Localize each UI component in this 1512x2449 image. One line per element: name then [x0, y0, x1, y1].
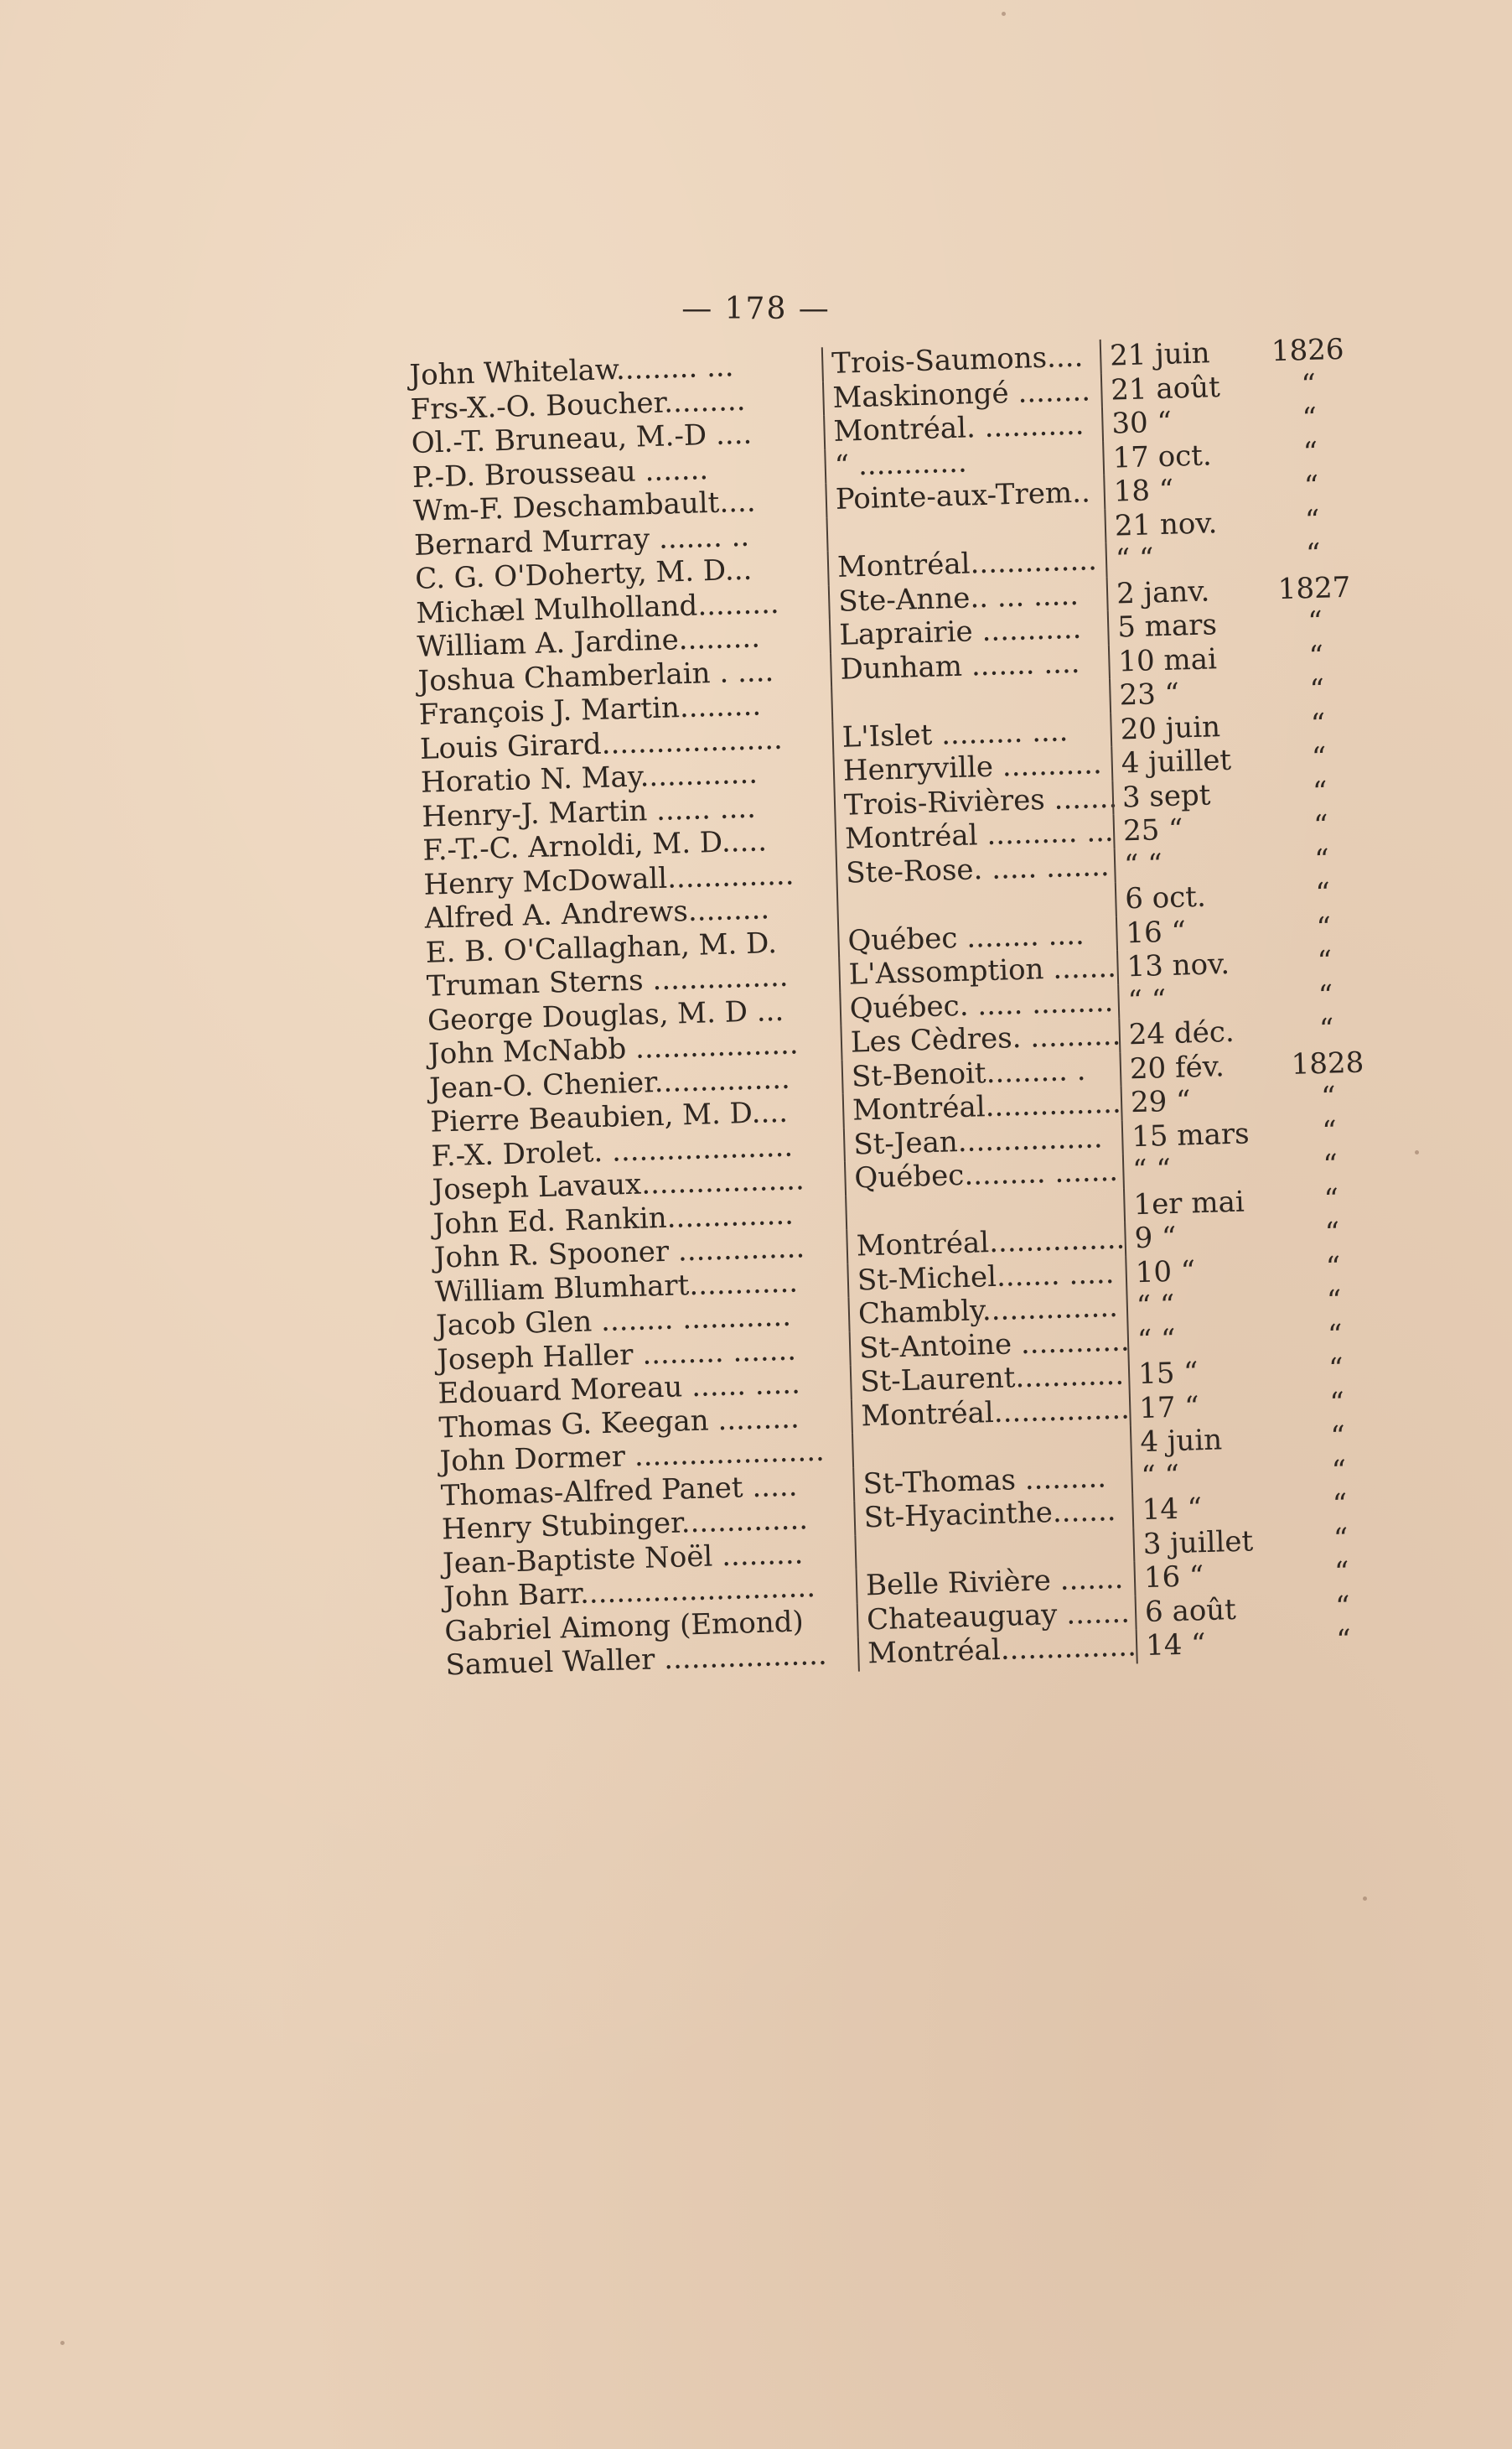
- year-cell-text: “: [1330, 1419, 1346, 1454]
- year-cell: [1302, 1589, 1383, 1625]
- date-cell-text: 10 mai: [1117, 641, 1218, 678]
- person-name-text: E. B. O'Callaghan, M. D.: [425, 926, 778, 970]
- date-cell-text: 4 juillet: [1121, 743, 1232, 781]
- date-cell-text: 16 “: [1143, 1559, 1204, 1595]
- year-cell-text: “: [1312, 775, 1328, 809]
- date-cell-text: 20 juin: [1120, 709, 1221, 746]
- date-cell-text: 29 “: [1130, 1084, 1192, 1120]
- place-name-text: St-Antoine ............: [858, 1323, 1131, 1365]
- date-cell-text: 3 juillet: [1142, 1523, 1254, 1561]
- date-cell: [1116, 912, 1284, 951]
- year-cell: [1297, 1419, 1379, 1455]
- year-cell-text: “: [1333, 1555, 1350, 1590]
- year-cell-text: “: [1311, 740, 1327, 776]
- place-name-text: Les Cèdres. ..........: [850, 1018, 1121, 1060]
- date-cell: [1106, 573, 1275, 611]
- year-cell: [1303, 1622, 1385, 1658]
- date-cell: [1107, 606, 1276, 645]
- date-cell-text: 4 juin: [1139, 1423, 1223, 1460]
- person-name-text: Jean-Baptiste Noël .........: [442, 1536, 804, 1580]
- year-cell: [1284, 943, 1365, 979]
- date-cell-text: 21 nov.: [1114, 506, 1218, 543]
- date-cell-text: 16 “: [1125, 914, 1187, 950]
- place-name-text: Montréal...............: [856, 1222, 1126, 1263]
- year-cell: [1286, 1011, 1367, 1047]
- year-cell-text: “: [1313, 808, 1329, 843]
- date-cell-text: “ “: [1127, 983, 1167, 1018]
- date-cell: [1121, 1082, 1289, 1120]
- year-cell: [1287, 1045, 1368, 1082]
- person-name-text: Joseph Lavaux..................: [432, 1163, 805, 1207]
- date-cell: [1111, 776, 1280, 815]
- date-cell: [1130, 1421, 1298, 1460]
- year-cell-text: 1827: [1277, 570, 1351, 606]
- person-name-text: P.-D. Brousseau .......: [412, 452, 709, 495]
- person-name-text: Bernard Murray ....... ..: [413, 519, 750, 563]
- year-cell-text: “: [1302, 435, 1318, 470]
- date-cell: [1108, 641, 1276, 679]
- date-cell-text: “ “: [1123, 847, 1163, 882]
- paper-speck: [1002, 12, 1006, 16]
- person-name-text: Gabriel Aimong (Emond): [443, 1604, 805, 1648]
- year-cell-text: “: [1323, 1148, 1339, 1182]
- place-name-text: Montréal...............: [860, 1391, 1131, 1433]
- person-name-text: George Douglas, M. D ...: [427, 994, 784, 1038]
- year-cell: [1290, 1147, 1371, 1183]
- page-number: — 178 —: [681, 292, 831, 326]
- date-cell-text: 23 “: [1118, 677, 1180, 713]
- date-cell: [1103, 470, 1271, 509]
- date-cell-text: 21 août: [1110, 370, 1221, 407]
- year-cell: [1285, 978, 1366, 1014]
- person-name-text: Edouard Moreau ...... .....: [437, 1367, 801, 1411]
- year-cell-text: “: [1309, 672, 1325, 708]
- year-cell: [1278, 740, 1359, 776]
- year-cell-text: “: [1318, 1012, 1334, 1046]
- place-name-text: “ ............: [834, 444, 968, 483]
- paper-speck: [60, 2341, 65, 2345]
- year-cell: [1297, 1385, 1378, 1421]
- place-name-text: Québec......... .......: [853, 1154, 1119, 1196]
- place-name-text: Montréal...............: [867, 1629, 1137, 1671]
- date-cell: [1126, 1319, 1295, 1357]
- place-name: [857, 1629, 1137, 1671]
- date-cell: [1101, 402, 1270, 441]
- date-cell: [1131, 1455, 1299, 1493]
- place-name-text: Québec ........ ....: [847, 917, 1085, 958]
- date-cell: [1111, 742, 1279, 781]
- person-name-text: Henry McDowall..............: [422, 857, 795, 902]
- year-cell-text: 1826: [1271, 332, 1344, 369]
- date-cell-text: 6 oct.: [1124, 879, 1207, 916]
- place-name-text: Laprairie ...........: [838, 611, 1082, 652]
- year-cell-text: “: [1328, 1385, 1345, 1420]
- date-cell: [1102, 437, 1271, 475]
- date-cell-text: “ “: [1140, 1458, 1180, 1493]
- person-name-text: Ol.-T. Bruneau, M.-D ....: [411, 417, 753, 460]
- year-cell: [1292, 1249, 1374, 1285]
- place-name-text: Dunham ....... ....: [839, 646, 1080, 687]
- date-cell: [1109, 674, 1277, 713]
- place-name-text: Montréal .......... ...: [844, 814, 1115, 856]
- year-cell-text: “: [1326, 1284, 1343, 1318]
- place-name-text: Québec. ..... .........: [849, 984, 1114, 1026]
- place-name-text: Montréal..............: [836, 543, 1098, 584]
- person-name-text: William A. Jardine.........: [417, 620, 761, 664]
- person-name-text: Joshua Chamberlain . ....: [417, 654, 774, 698]
- year-cell-text: “: [1332, 1487, 1348, 1522]
- year-cell-text: “: [1317, 944, 1333, 979]
- person-name-text: C. G. O'Doherty, M. D...: [414, 553, 753, 596]
- place-name-text: Chateauguay .......: [866, 1595, 1131, 1637]
- date-cell-text: 2 janv.: [1116, 573, 1210, 611]
- date-cell: [1105, 538, 1273, 577]
- year-cell-text: “: [1302, 401, 1318, 436]
- year-cell: [1271, 469, 1352, 505]
- year-cell-text: “: [1335, 1623, 1352, 1658]
- year-cell: [1277, 706, 1359, 742]
- date-cell-text: 1er mai: [1132, 1185, 1245, 1222]
- date-cell-text: 18 “: [1113, 473, 1174, 509]
- year-cell: [1270, 434, 1351, 470]
- place-name-text: Montréal. ...........: [833, 407, 1085, 449]
- date-cell-text: 10 “: [1135, 1253, 1196, 1289]
- year-cell-text: “: [1334, 1589, 1351, 1624]
- date-cell-text: 14 “: [1142, 1492, 1203, 1528]
- year-cell-text: “: [1318, 978, 1333, 1013]
- year-cell: [1282, 875, 1364, 911]
- year-cell-text: “: [1310, 707, 1326, 741]
- year-cell-text: “: [1324, 1216, 1340, 1250]
- place-name-text: St-Hyacinthe.......: [863, 1493, 1116, 1535]
- place-name-text: St-Jean................: [852, 1120, 1104, 1162]
- person-name-text: Jacob Glen ........ ............: [435, 1299, 792, 1343]
- place-name-text: Trois-Rivières .......: [843, 781, 1118, 822]
- person-name-text: F.-X. Drolet. ....................: [431, 1129, 794, 1174]
- year-cell-text: “: [1314, 876, 1331, 911]
- person-name-text: Truman Sterns ...............: [426, 959, 789, 1004]
- year-cell-text: “: [1304, 503, 1321, 537]
- year-cell: [1267, 333, 1349, 369]
- person-name-text: Michæl Mulholland.........: [415, 586, 780, 630]
- place-name-text: L'Islet ......... ....: [841, 713, 1069, 755]
- year-cell-text: “: [1327, 1317, 1344, 1352]
- date-cell: [1115, 878, 1283, 916]
- date-cell: [1114, 844, 1282, 883]
- person-name-text: John McNabb ..................: [427, 1027, 800, 1071]
- date-cell: [1131, 1489, 1300, 1528]
- year-cell-text: “: [1328, 1352, 1344, 1386]
- person-name-text: F.-T.-C. Arnoldi, M. D.....: [422, 824, 768, 868]
- year-cell: [1292, 1215, 1373, 1251]
- date-cell: [1125, 1251, 1293, 1289]
- date-cell-text: 15 mars: [1131, 1116, 1251, 1154]
- year-cell: [1282, 842, 1363, 878]
- date-cell: [1110, 708, 1278, 747]
- place-name-text: St-Michel....... .....: [857, 1256, 1115, 1297]
- person-name-text: John Ed. Rankin..............: [432, 1197, 795, 1242]
- date-cell-text: 3 sept: [1121, 778, 1211, 814]
- date-cell: [1113, 810, 1282, 848]
- person-name-text: John Dormer .....................: [439, 1434, 826, 1479]
- place-name-text: Belle Rivière .......: [865, 1561, 1124, 1603]
- year-cell: [1291, 1181, 1372, 1217]
- place-name-text: Trois-Saumons....: [831, 340, 1084, 381]
- person-name-text: Jean-O. Chenier...............: [428, 1061, 791, 1106]
- date-cell-text: 9 “: [1134, 1220, 1178, 1256]
- person-name-text: John Whitelaw......... ...: [409, 350, 734, 392]
- date-cell: [1121, 1116, 1290, 1154]
- place-name-text: Maskinongé ........: [831, 373, 1091, 415]
- person-name-text: Wm-F. Deschambault....: [412, 485, 757, 528]
- year-cell-text: “: [1325, 1249, 1341, 1284]
- date-cell-text: 5 mars: [1116, 608, 1218, 645]
- date-cell: [1123, 1184, 1292, 1222]
- year-cell: [1268, 366, 1349, 402]
- place-name-text: Henryville ...........: [842, 747, 1103, 788]
- person-name-text: Frs-X.-O. Boucher.........: [410, 383, 746, 427]
- year-cell: [1287, 1079, 1369, 1115]
- year-cell-text: “: [1320, 1080, 1337, 1114]
- date-cell: [1117, 980, 1286, 1019]
- year-cell: [1274, 570, 1355, 606]
- place-name-text: L'Assomption .......: [848, 950, 1117, 992]
- date-cell-text: 30 “: [1111, 405, 1173, 441]
- place-name-text: St-Laurent............: [859, 1357, 1125, 1399]
- place-name-text: Ste-Rose. ..... .......: [845, 848, 1111, 890]
- year-cell: [1296, 1351, 1377, 1387]
- date-cell: [1135, 1590, 1303, 1629]
- year-cell-text: 1828: [1291, 1045, 1364, 1082]
- year-cell-text: “: [1301, 367, 1317, 402]
- year-cell: [1279, 774, 1360, 810]
- place-name-text: Ste-Anne.. ... .....: [837, 578, 1080, 619]
- year-cell-text: “: [1313, 843, 1330, 877]
- person-name-text: Henry Stubinger..............: [441, 1502, 809, 1547]
- date-cell-text: 13 nov.: [1126, 947, 1230, 984]
- year-cell: [1275, 604, 1356, 641]
- year-cell: [1269, 401, 1350, 437]
- year-cell-text: “: [1303, 469, 1319, 504]
- date-cell: [1136, 1625, 1304, 1663]
- person-name-text: Joseph Haller ......... .......: [436, 1333, 797, 1378]
- year-cell-text: “: [1308, 639, 1324, 673]
- place-name-text: St-Thomas .........: [862, 1460, 1107, 1501]
- date-cell-text: “ “: [1131, 1153, 1172, 1188]
- year-cell: [1293, 1283, 1375, 1319]
- year-cell: [1271, 502, 1353, 538]
- year-cell: [1276, 638, 1357, 674]
- date-cell-text: 17 oct.: [1112, 438, 1213, 475]
- year-cell: [1294, 1317, 1375, 1353]
- year-cell: [1276, 672, 1358, 708]
- person-name-text: Pierre Beaubien, M. D....: [429, 1095, 789, 1139]
- date-cell-text: “ “: [1115, 542, 1155, 577]
- person-name-text: Samuel Waller ..................: [444, 1637, 828, 1683]
- person-name-text: Thomas G. Keegan .........: [438, 1401, 800, 1445]
- person-name-text: Louis Girard....................: [419, 722, 784, 766]
- year-cell: [1298, 1453, 1380, 1489]
- year-cell: [1301, 1554, 1382, 1590]
- date-cell: [1104, 505, 1272, 543]
- year-cell: [1280, 808, 1361, 844]
- date-cell-text: “ “: [1136, 1288, 1176, 1324]
- year-cell-text: “: [1305, 537, 1322, 572]
- person-name-text: Alfred A. Andrews.........: [424, 892, 770, 936]
- person-name-text: John R. Spooner ..............: [433, 1231, 805, 1275]
- date-cell-text: 17 “: [1138, 1389, 1200, 1425]
- date-cell-text: “ “: [1137, 1322, 1177, 1357]
- date-cell-text: 6 août: [1144, 1592, 1237, 1629]
- date-cell: [1116, 946, 1285, 984]
- paper-speck: [1363, 1896, 1367, 1901]
- date-cell: [1133, 1557, 1302, 1595]
- date-cell: [1122, 1149, 1291, 1188]
- date-cell-text: 25 “: [1122, 812, 1184, 848]
- person-name-text: William Blumhart............: [434, 1264, 799, 1310]
- year-cell-text: “: [1307, 604, 1323, 640]
- date-cell: [1100, 335, 1268, 373]
- register-table: [409, 333, 1385, 1683]
- year-cell-text: “: [1333, 1521, 1349, 1556]
- paper-speck: [1415, 1150, 1419, 1154]
- year-cell-text: “: [1323, 1181, 1339, 1217]
- place-name-text: Chambly...............: [857, 1289, 1119, 1331]
- date-cell: [1128, 1353, 1297, 1392]
- date-cell: [1118, 1014, 1287, 1052]
- date-cell: [1126, 1285, 1294, 1324]
- place-name-text: Montréal...............: [852, 1086, 1122, 1128]
- date-cell-text: 24 déc.: [1128, 1014, 1235, 1052]
- date-cell-text: 14 “: [1145, 1627, 1207, 1663]
- year-cell-text: “: [1316, 911, 1332, 945]
- person-name-text: John Barr..........................: [443, 1570, 816, 1615]
- year-cell-text: “: [1331, 1453, 1347, 1488]
- year-cell: [1289, 1113, 1370, 1149]
- person-name-text: Henry-J. Martin ...... ....: [421, 791, 757, 834]
- date-cell-text: 21 juin: [1109, 336, 1211, 373]
- date-cell: [1129, 1387, 1297, 1425]
- year-cell-text: “: [1321, 1113, 1338, 1149]
- place-name-text: Pointe-aux-Trem..: [835, 475, 1091, 516]
- year-cell: [1283, 910, 1364, 946]
- year-cell: [1299, 1487, 1380, 1523]
- year-cell: [1272, 537, 1354, 573]
- date-cell: [1100, 369, 1269, 407]
- person-name-text: François J. Martin.........: [418, 688, 762, 732]
- person-name-text: Thomas-Alfred Panet .....: [440, 1469, 798, 1512]
- date-cell: [1132, 1523, 1301, 1561]
- year-cell: [1300, 1521, 1381, 1557]
- place-name-text: St-Benoit......... .: [851, 1053, 1086, 1094]
- date-cell: [1119, 1048, 1287, 1087]
- date-cell-text: 20 fév.: [1129, 1049, 1225, 1086]
- date-cell: [1124, 1217, 1292, 1256]
- person-name-text: Horatio N. May.............: [420, 756, 759, 800]
- date-cell-text: 15 “: [1137, 1356, 1199, 1392]
